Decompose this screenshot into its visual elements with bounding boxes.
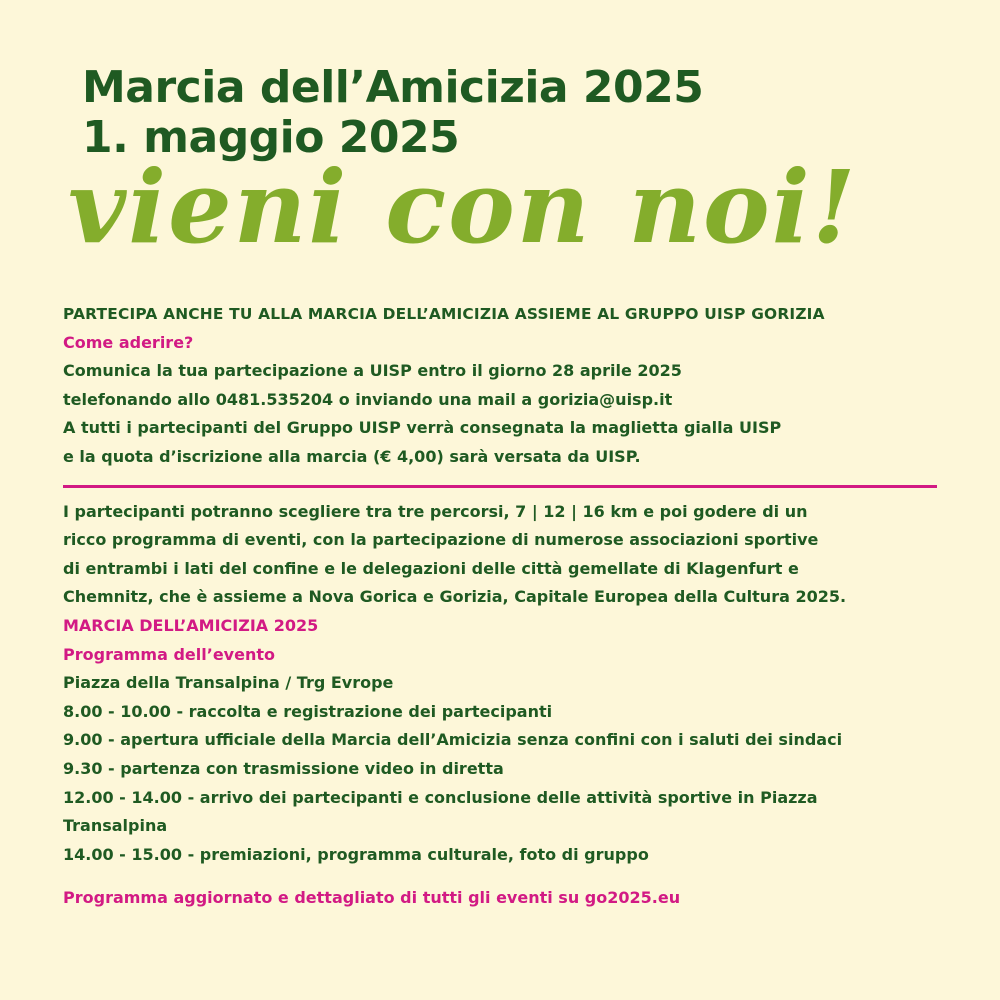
- intro-heading: PARTECIPA ANCHE TU ALLA MARCIA DELL’AMICIZIA ASSIEME AL GRUPPO UISP GORIZIA: [63, 305, 825, 323]
- schedule-item: 8.00 - 10.00 - raccolta e registrazione dei partecipanti: [63, 701, 553, 721]
- schedule-item: 14.00 - 15.00 - premiazioni, programma culturale, foto di gruppo: [63, 844, 649, 864]
- intro-line: telefonando allo 0481.535204 o inviando una mail a gorizia@uisp.it: [63, 389, 673, 409]
- intro-line: Comunica la tua partecipazione a UISP entro il giorno 28 aprile 2025: [63, 361, 682, 381]
- script-tagline: vieni con noi!: [68, 148, 858, 266]
- details-line: Chemnitz, che è assieme a Nova Gorica e Gorizia, Capitale Europea della Cultura 2025.: [63, 587, 847, 607]
- event-date: 1. maggio 2025: [82, 112, 460, 163]
- event-location: Piazza della Transalpina / Trg Evrope: [63, 673, 394, 693]
- intro-line: e la quota d’iscrizione alla marcia (€ 4,00) sarà versata da UISP.: [63, 446, 641, 466]
- details-line: I partecipanti potranno scegliere tra tre percorsi, 7 | 12 | 16 km e poi godere di un: [63, 501, 808, 521]
- schedule-item: 12.00 - 14.00 - arrivo dei partecipanti e conclusione delle attività sportive in Piazza: [63, 787, 818, 807]
- details-line: ricco programma di eventi, con la partecipazione di numerose associazioni sportive: [63, 530, 819, 550]
- schedule-item: Transalpina: [63, 816, 168, 836]
- poster-content: [63, 300, 963, 913]
- schedule-item: 9.30 - partenza con trasmissione video in diretta: [63, 758, 504, 778]
- event-title: Marcia dell’Amicizia 2025: [82, 62, 704, 113]
- details-line: di entrambi i lati del confine e le delegazioni delle città gemellate di Klagenfurt e: [63, 558, 799, 578]
- section-divider: [63, 485, 937, 488]
- footer-link-text: Programma aggiornato e dettagliato di tutti gli eventi su go2025.eu: [63, 888, 681, 908]
- program-subheading: Programma dell’evento: [63, 644, 275, 664]
- schedule-item: 9.00 - apertura ufficiale della Marcia dell’Amicizia senza confini con i saluti dei sindaci: [63, 730, 843, 750]
- program-heading: MARCIA DELL’AMICIZIA 2025: [63, 615, 319, 635]
- intro-line: A tutti i partecipanti del Gruppo UISP verrà consegnata la maglietta gialla UISP: [63, 418, 782, 438]
- how-to-join-heading: Come aderire?: [63, 332, 194, 352]
